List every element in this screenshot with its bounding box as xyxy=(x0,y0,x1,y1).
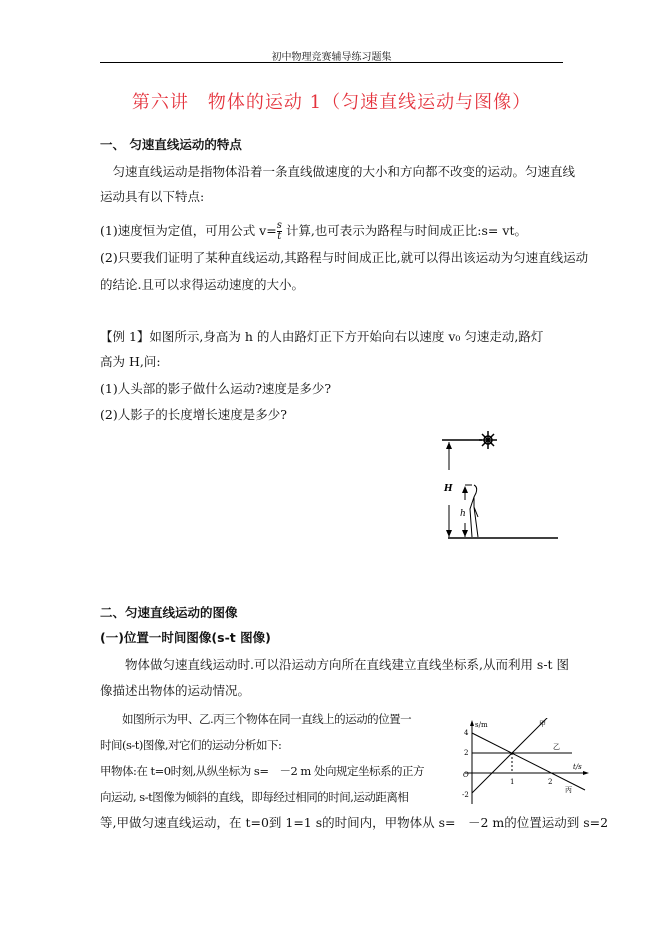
paragraph-line: 如图所示为甲、乙.丙三个物体在同一直线上的运动的位置一 xyxy=(100,712,412,726)
st-graph xyxy=(455,718,590,808)
paragraph-line: 物体做匀速直线运动时.可以沿运动方向所在直线建立直线坐标系,从而利用 s-t 图 xyxy=(100,657,570,672)
fraction-denominator: t xyxy=(277,231,282,242)
x-axis-label: t/s xyxy=(573,763,582,771)
paragraph-line: 运动具有以下特点: xyxy=(100,189,205,204)
fraction-numerator: s xyxy=(276,220,282,231)
series-label: 丙 xyxy=(565,786,572,794)
page-title: 第六讲 物体的运动 1（匀速直线运动与图像） xyxy=(131,92,532,113)
subsection-heading: (一)位置一时间图像(s-t 图像) xyxy=(100,630,271,645)
example-line: 【例 1】如图所示,身高为 h 的人由路灯正下方开始向右以速度 v₀ 匀速走动,路灯 xyxy=(100,329,544,344)
y-tick: -2 xyxy=(462,791,469,799)
x-tick: 2 xyxy=(548,778,553,786)
lamp-icon xyxy=(479,431,497,449)
origin-label: O xyxy=(463,771,469,779)
y-tick: 2 xyxy=(464,749,469,757)
person-icon xyxy=(470,485,478,537)
example-line: 高为 H,问: xyxy=(100,354,161,369)
paragraph-line: (2)只要我们证明了某种直线运动,其路程与时间成正比,就可以得出该运动为匀速直线运动 xyxy=(100,250,589,265)
series-bing-line xyxy=(472,733,585,790)
streetlight-figure xyxy=(430,425,565,550)
paragraph-line: 像描述出物体的运动情况。 xyxy=(100,683,251,698)
y-axis-label: s/m xyxy=(475,721,488,729)
label-h: h xyxy=(460,509,466,519)
paragraph-line: 匀速直线运动是指物体沿着一条直线做速度的大小和方向都不改变的运动。匀速直线 xyxy=(100,164,576,179)
paragraph-line: 等,甲做匀速直线运动，在 t=0到 1=1 s的时间内，甲物体从 s= －2 m的位置运动到 s=2 xyxy=(100,815,609,830)
label-H: H xyxy=(444,484,453,494)
series-label: 乙 xyxy=(553,743,560,751)
question-2: (2)人影子的长度增长速度是多少? xyxy=(100,407,287,422)
paragraph-line: 时间(s-t)图像,对它们的运动分析如下: xyxy=(100,738,282,752)
y-tick: 4 xyxy=(464,729,469,737)
text: (1)速度恒为定值，可用公式 v= xyxy=(100,223,277,238)
paragraph-line: 甲物体:在 t=0时刻,从纵坐标为 s= －2 m 处向规定坐标系的正方 xyxy=(100,764,424,778)
header-rule xyxy=(100,62,563,63)
x-tick: 1 xyxy=(510,778,515,786)
paragraph-line: 的结论.且可以求得运动速度的大小。 xyxy=(100,277,304,292)
text: 计算,也可表示为路程与时间成正比:s= vt。 xyxy=(281,223,527,238)
series-label: 甲 xyxy=(539,720,546,728)
section-heading: 二、匀速直线运动的图像 xyxy=(100,605,238,620)
question-1: (1)人头部的影子做什么运动?速度是多少? xyxy=(100,381,332,396)
section-heading: 一、 匀速直线运动的特点 xyxy=(100,137,242,152)
paragraph-line: 向运动, s-t图像为倾斜的直线，即每经过相同的时间,运动距离相 xyxy=(100,790,409,804)
formula-line xyxy=(100,221,527,242)
running-header: 初中物理竞赛辅导练习题集 xyxy=(271,52,392,63)
